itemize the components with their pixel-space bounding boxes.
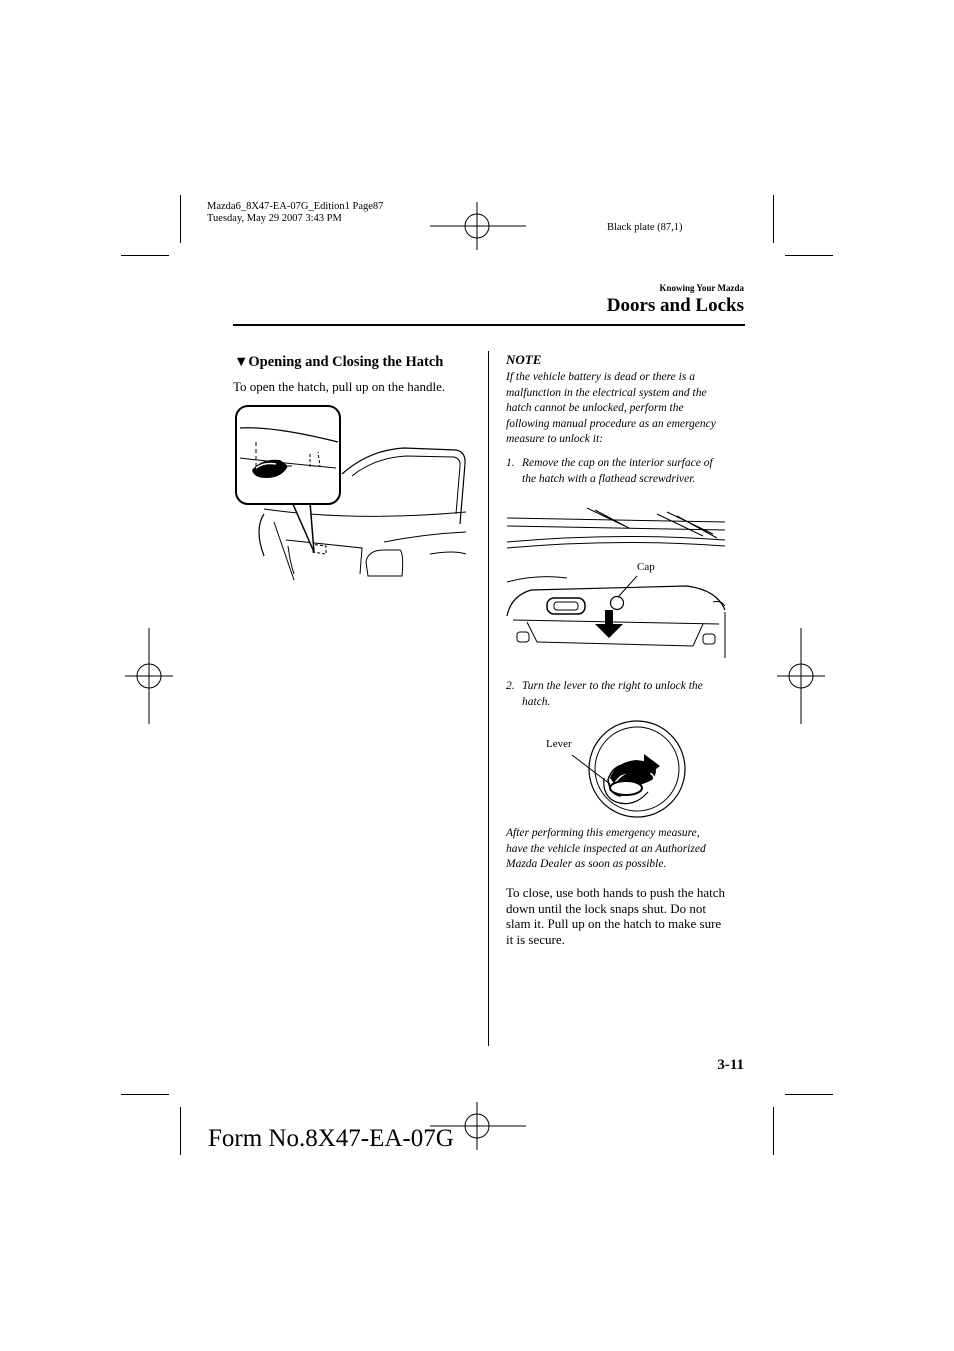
note-line: measure to unlock it:: [506, 433, 603, 445]
section-heading-text: Opening and Closing the Hatch: [248, 354, 444, 370]
note-line: malfunction in the electrical system and the: [506, 386, 707, 399]
page-number: 3-11: [717, 1057, 744, 1073]
note-paragraph: [506, 370, 746, 448]
lever-label: Lever: [546, 738, 572, 750]
triangle-down-icon: ▼: [234, 354, 249, 370]
hatch-cap-illustration: [507, 506, 725, 658]
registration-mark-left: [125, 628, 173, 724]
step-1: [506, 456, 746, 488]
header-rule: [233, 324, 745, 326]
step-line: the hatch with a flathead screwdriver.: [522, 472, 696, 485]
hatch-intro: To open the hatch, pull up on the handle.: [233, 379, 446, 394]
after-line: have the vehicle inspected at an Authorized: [506, 842, 706, 855]
after-note: [506, 826, 746, 873]
section-heading: [234, 354, 443, 371]
step-line: Remove the cap on the interior surface of: [522, 457, 713, 469]
step-line: hatch.: [522, 695, 551, 708]
note-heading: NOTE: [506, 352, 542, 367]
close-line: it is secure.: [506, 931, 565, 947]
step-number: 1.: [506, 457, 515, 469]
note-line: following manual procedure as an emergency: [506, 417, 716, 430]
plate-label: Black plate (87,1): [607, 222, 683, 233]
registration-mark-right: [777, 628, 825, 724]
form-number: Form No.8X47-EA-07G: [208, 1125, 454, 1152]
print-date-line: Tuesday, May 29 2007 3:43 PM: [207, 213, 342, 224]
hatch-handle-illustration: [234, 404, 468, 580]
after-line: After performing this emergency measure,: [506, 827, 700, 839]
close-line: slam it. Pull up on the hatch to make sure: [506, 916, 722, 931]
after-line: Mazda Dealer as soon as possible.: [506, 858, 667, 870]
print-file-line: Mazda6_8X47-EA-07G_Edition1 Page87: [207, 201, 384, 212]
note-line: hatch cannot be unlocked, perform the: [506, 402, 684, 414]
lever-illustration: [586, 718, 688, 820]
section-name: Knowing Your Mazda: [659, 283, 744, 293]
closing-instructions: [506, 885, 751, 947]
close-line: down until the lock snaps shut. Do not: [506, 900, 707, 916]
column-divider: [488, 351, 489, 1046]
cap-label: Cap: [637, 561, 655, 573]
page-title: Doors and Locks: [606, 295, 744, 316]
note-line: If the vehicle battery is dead or there is a: [506, 371, 695, 383]
registration-mark-top: [430, 202, 526, 250]
close-line: To close, use both hands to push the hatch: [506, 885, 725, 900]
step-line: Turn the lever to the right to unlock the: [522, 680, 703, 692]
step-number: 2.: [506, 680, 515, 692]
step-2: [506, 679, 746, 711]
